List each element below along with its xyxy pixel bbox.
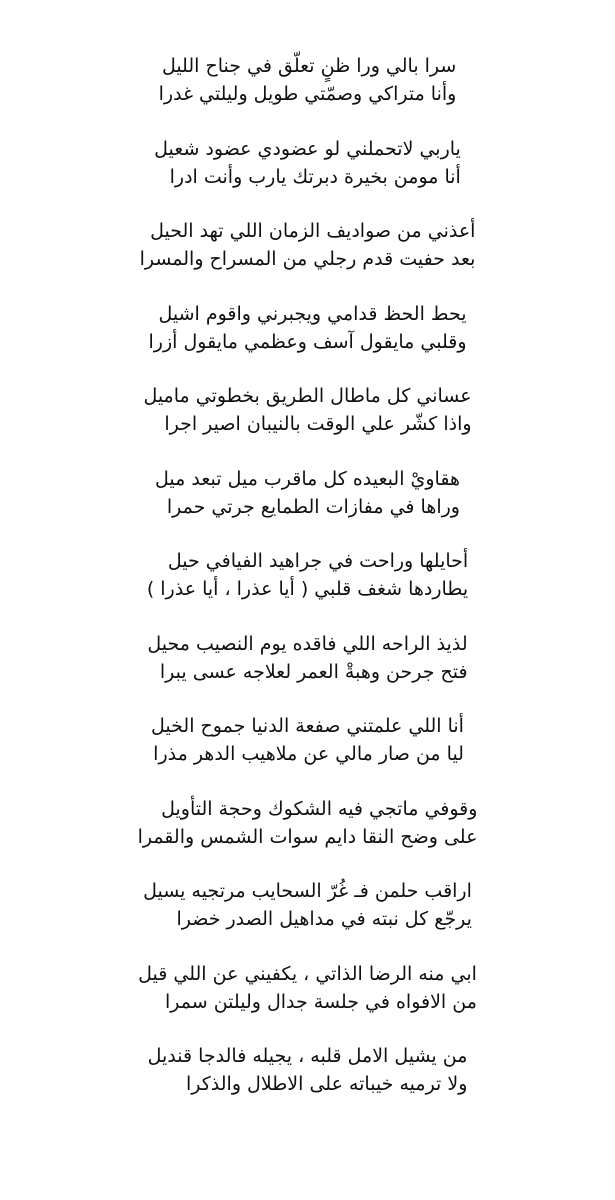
stanza-8 xyxy=(147,630,467,713)
poem xyxy=(0,52,615,1125)
verse-line: لذيذ الراحه اللي فاقده يوم النصيب محيل xyxy=(147,632,468,655)
verse-line: بعد حفيت قدم رجلي من المسراح والمسرا xyxy=(139,248,476,270)
stanza-7 xyxy=(147,547,468,630)
verse-line: أنا اللي علمتني صفعة الدنيا جموح الخيل xyxy=(151,715,464,737)
stanza-3 xyxy=(140,217,476,300)
verse-line: وراها في مفازات الطمايع جرتي حمرا xyxy=(166,495,460,518)
verse-line: يرجّع كل نبته في مداهيل الصدر خضرا xyxy=(176,908,472,930)
verse-line: أحايلها وراحت في جراهيد الفيافي حيل xyxy=(167,550,469,572)
verse-line: من الافواه في جلسة جدال وليلتن سمرا xyxy=(165,990,477,1013)
verse-line: واذا كشّر علي الوقت بالنيبان اصير اجرا xyxy=(164,413,472,435)
stanza-9 xyxy=(151,712,464,795)
verse-line: سرا بالي ورا ظنٍ تعلّق في جناح الليل xyxy=(161,55,457,77)
verse-line: ولا ترميه خيباته على الاطلال والذكرا xyxy=(185,1073,468,1095)
verse-line: اراقب حلمن فـ غُرّ السحايب مرتجيه يسيل xyxy=(143,880,472,902)
verse-line: وقوفي ماتجي فيه الشكوك وحجة التأويل xyxy=(161,797,478,820)
stanza-6 xyxy=(155,465,460,548)
verse-line: من يشيل الامل قلبه ، يجيله فالدجا قنديل xyxy=(147,1045,468,1067)
verse-line: على وضح النقا دايم سوات الشمس والقمرا xyxy=(137,825,478,848)
verse-line: يطاردها شغف قلبي ( أيا عذرا ، أيا عذرا ) xyxy=(146,578,469,600)
stanza-13 xyxy=(148,1042,468,1125)
verse-line: عساني كل ماطال الطريق بخطوتي ماميل xyxy=(143,385,472,407)
verse-line: فتح جرحن وهبةْ العمر لعلاجه عسى يبرا xyxy=(159,660,468,683)
stanza-5 xyxy=(143,382,471,465)
verse-line: هقاويْ البعيده كل ماقرب ميل تبعد ميل xyxy=(155,467,460,490)
stanza-1 xyxy=(159,52,457,135)
verse-line: وأنا متراكي وصمّتي طويل وليلتي غدرا xyxy=(158,83,457,105)
stanza-4 xyxy=(149,300,467,383)
stanza-2 xyxy=(154,135,461,218)
verse-line: أنا مومن بخيرة دبرتك يارب وأنت ادرا xyxy=(169,165,461,188)
verse-line: وقلبي مايقول آسف وعظمي مايقول أزرا xyxy=(148,330,467,353)
stanza-12 xyxy=(138,960,477,1043)
verse-line: ليا من صار مالي عن ملاهيب الدهر مذرا xyxy=(153,743,464,765)
verse-line: ياربي لاتحملني لو عضودي عضود شعيل xyxy=(154,137,461,160)
verse-line: يحط الحظ قدامي ويجبرني واقوم اشيل xyxy=(158,302,467,325)
verse-line: ابي منه الرضا الذاتي ، يكفيني عن اللي قيل xyxy=(138,962,477,985)
verse-line: أعذني من صواديف الزمان اللي تهد الحيل xyxy=(150,220,476,242)
stanza-11 xyxy=(143,877,472,960)
stanza-10 xyxy=(138,795,478,878)
